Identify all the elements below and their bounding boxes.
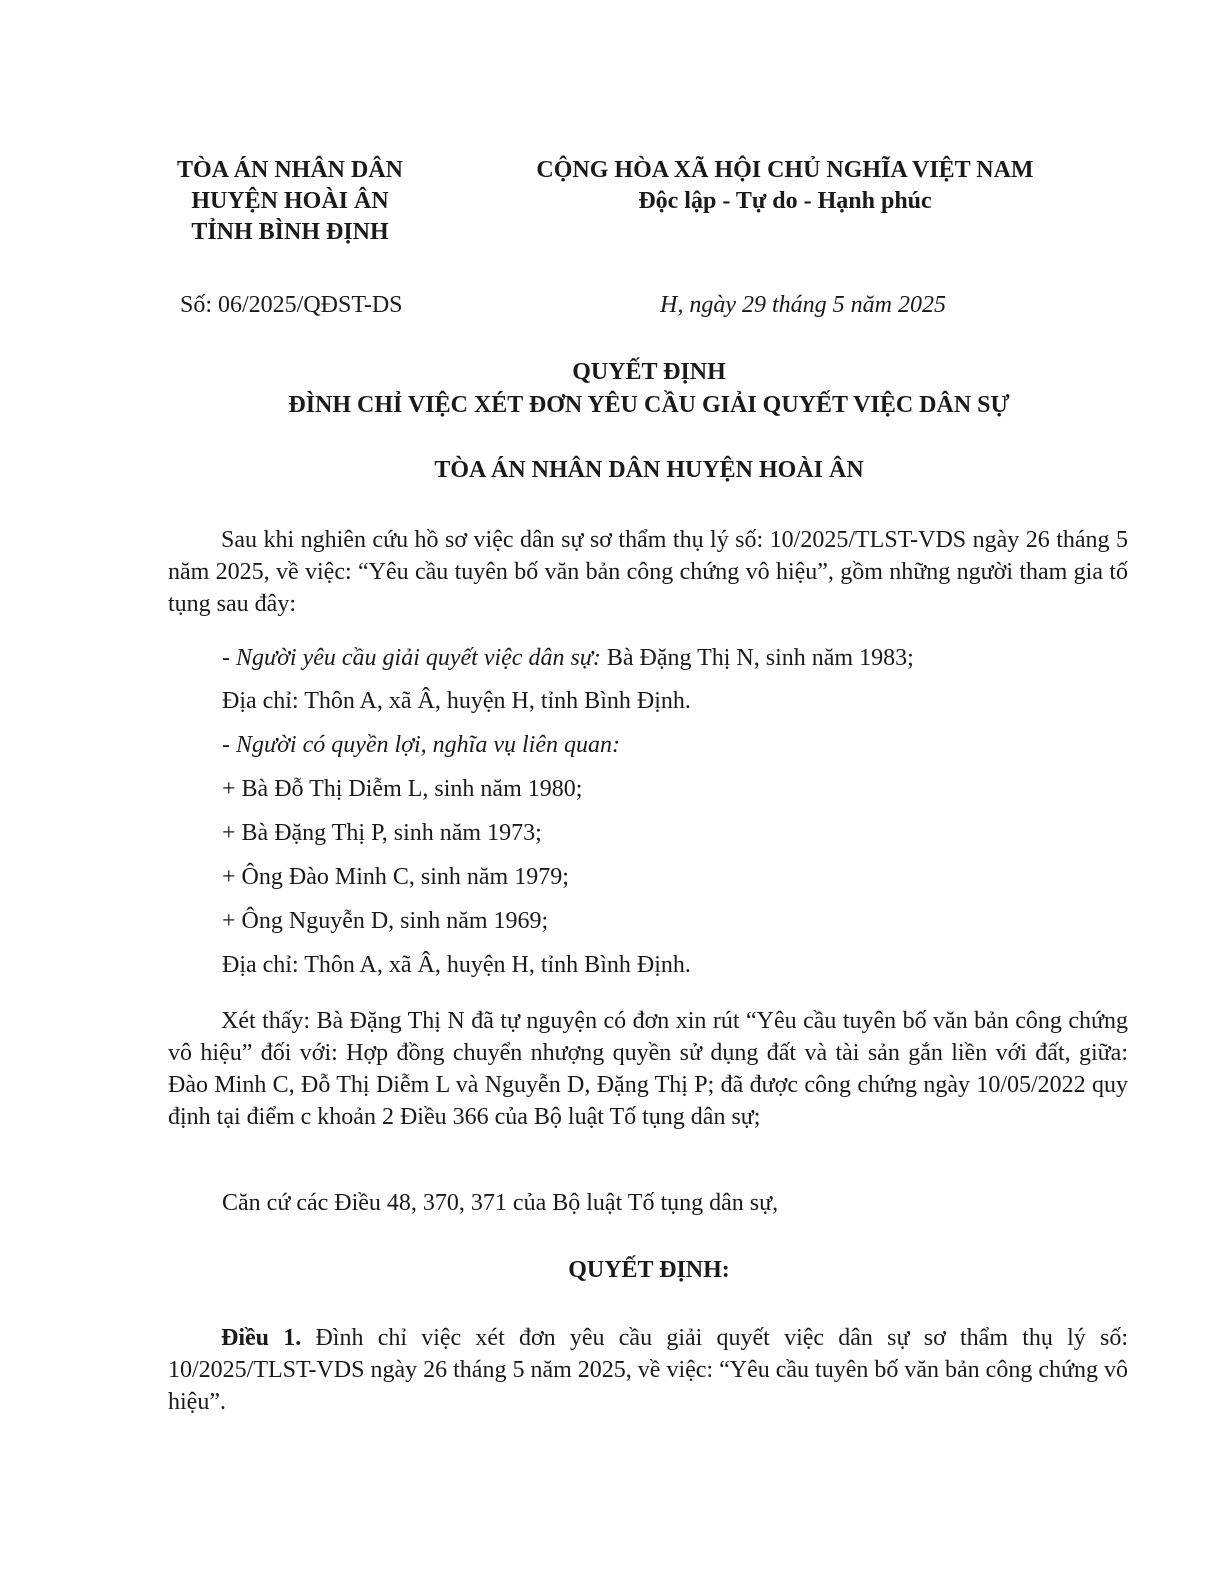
- address-line: Địa chỉ: Thôn A, xã Â, huyện H, tỉnh Bình Định.: [222, 688, 691, 714]
- related-person-item: + Bà Đỗ Thị Diễm L, sinh năm 1980;: [222, 776, 583, 802]
- address-line: Địa chỉ: Thôn A, xã Â, huyện H, tỉnh Bình Định.: [222, 952, 691, 978]
- court-header-line: TỈNH BÌNH ĐỊNH: [191, 219, 389, 245]
- place-date: H, ngày 29 tháng 5 năm 2025: [660, 292, 946, 318]
- national-name: CỘNG HÒA XÃ HỘI CHỦ NGHĨA VIỆT NAM: [536, 157, 1034, 183]
- related-person-item: + Bà Đặng Thị P, sinh năm 1973;: [222, 820, 542, 846]
- court-header: [150, 155, 430, 248]
- requester-value: Bà Đặng Thị N, sinh năm 1983;: [600, 645, 914, 671]
- title-sub: ĐÌNH CHỈ VIỆC XÉT ĐƠN YÊU CẦU GIẢI QUYẾT VIỆC DÂN SỰ: [288, 392, 1010, 418]
- court-header-line: TÒA ÁN NHÂN DÂN: [176, 157, 403, 183]
- document-title: [170, 356, 1128, 422]
- national-motto: Độc lập - Tự do - Hạnh phúc: [638, 188, 932, 214]
- consideration-paragraph: Xét thấy: Bà Đặng Thị N đã tự nguyện có đơn xin rút “Yêu cầu tuyên bố văn bản công chứng vô hiệu” đối với: Hợp đồng chuyển nhượng quyền sử dụng đất và tài sản gắn liền với đất, giữa: Đào Minh C, Đỗ Thị Diễm L và Nguyễn D, Đặng Thị P; đã được công chứng ngày 10/05/2022 quy định tại điểm c khoản 2 Điều 366 của Bộ luật Tố tụng dân sự;: [168, 1008, 1128, 1130]
- court-header-line: HUYỆN HOÀI ÂN: [191, 188, 389, 214]
- issuing-court: TÒA ÁN NHÂN DÂN HUYỆN HOÀI ÂN: [434, 457, 864, 483]
- article-1-text: Đình chỉ việc xét đơn yêu cầu giải quyết việc dân sự sơ thẩm thụ lý số: 10/2025/TLST-VDS ngày 26 tháng 5 năm 2025, về việc: “Yêu cầu tuyên bố văn bản công chứng vô hiệu”.: [168, 1325, 1129, 1415]
- legal-basis-line: Căn cứ các Điều 48, 370, 371 của Bộ luật Tố tụng dân sự,: [222, 1190, 779, 1216]
- title-main: QUYẾT ĐỊNH: [572, 359, 726, 385]
- related-person-item: + Ông Đào Minh C, sinh năm 1979;: [222, 864, 569, 890]
- article-1-paragraph: [168, 1322, 1128, 1418]
- related-person-item: + Ông Nguyễn D, sinh năm 1969;: [222, 908, 549, 934]
- decision-heading: QUYẾT ĐỊNH:: [568, 1257, 730, 1283]
- requester-label: - Người yêu cầu giải quyết việc dân sự:: [222, 645, 601, 671]
- article-1-label: Điều 1.: [221, 1325, 302, 1351]
- related-persons-label: - Người có quyền lợi, nghĩa vụ liên quan:: [222, 732, 620, 758]
- requester-line: [222, 643, 914, 674]
- national-header: [490, 155, 1080, 217]
- intro-paragraph: Sau khi nghiên cứu hồ sơ việc dân sự sơ thẩm thụ lý số: 10/2025/TLST-VDS ngày 26 tháng 5 năm 2025, về việc: “Yêu cầu tuyên bố văn bản công chứng vô hiệu”, gồm những người tham gia tố tụng sau đây:: [168, 527, 1128, 617]
- document-number: Số: 06/2025/QĐST-DS: [180, 292, 403, 318]
